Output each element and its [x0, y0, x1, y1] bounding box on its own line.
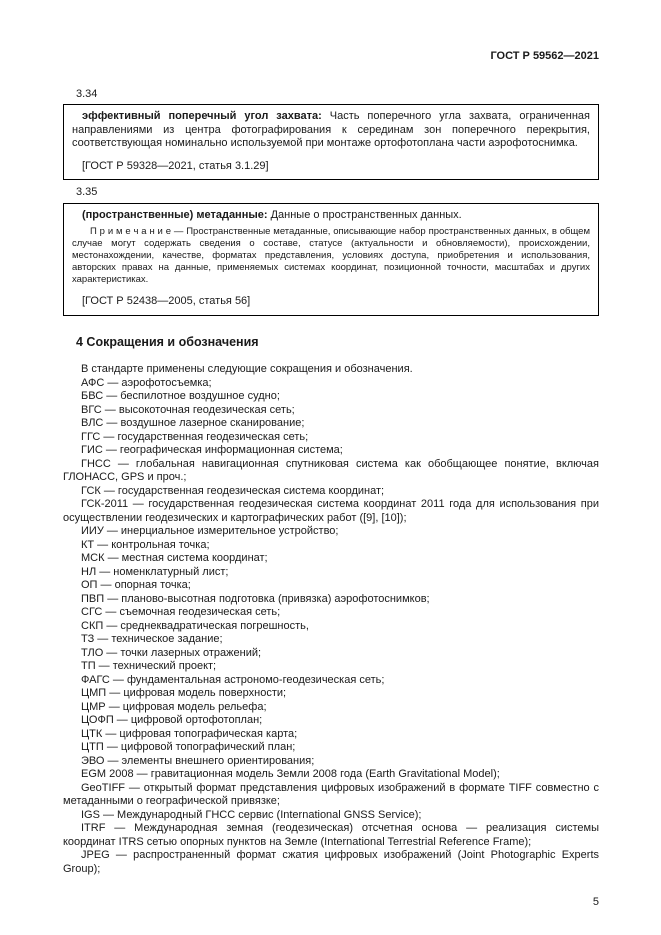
abbreviation-item: JPEG — распространенный формат сжатия цифровых изображений (Joint Photographic Experts Group);: [63, 849, 599, 875]
page-number: 5: [592, 895, 599, 908]
abbreviation-item: ЦМП — цифровая модель поверхности;: [81, 687, 287, 699]
section-4-intro: В стандарте применены следующие сокращения и обозначения.: [81, 363, 413, 375]
note-label-3-35: П р и м е ч а н и е: [90, 226, 171, 237]
abbreviation-item: ЦМР — цифровая модель рельефа;: [81, 700, 267, 713]
abbreviation-item: ЦТК — цифровая топографическая карта;: [81, 727, 298, 740]
abbreviation-item: ITRF — Международная земная (геодезическая) отсчетная основа — реализация системы координат ITRS сетью опорных пунктов на Земле (International Terrestrial Reference Frame);: [63, 822, 599, 848]
abbreviation-item: ОП — опорная точка;: [81, 579, 191, 591]
term-3-35: (пространственные) метаданные:: [82, 208, 268, 221]
abbreviation-item: ГНСС — глобальная навигационная спутниковая система как обобщающее понятие, включая ГЛОНАСС, GPS и проч.;: [63, 457, 599, 483]
definition-box-3-35: [63, 203, 599, 316]
abbreviation-item: ЭВО — элементы внешнего ориентирования;: [81, 754, 315, 767]
abbreviation-item: СКП — среднеквадратическая погрешность,: [81, 619, 309, 632]
abbreviation-item: КТ — контрольная точка;: [81, 538, 210, 551]
abbreviation-item: НЛ — номенклатурный лист;: [81, 565, 229, 578]
abbreviation-item: ЦОФП — цифровой ортофотоплан;: [81, 714, 263, 726]
definition-text-3-34: Часть поперечного угла захвата, ограниченная направлениями из центра фотографирования к серединам зон поперечного перекрытия, соответствующая номинально используемой при монтаже ортофотоплана части аэрофотоснимка.: [72, 110, 590, 149]
definition-text-3-35: Данные о пространственных данных.: [267, 208, 462, 221]
abbreviation-item: ГСК — государственная геодезическая система координат;: [81, 484, 385, 497]
abbreviation-item: СГС — съемочная геодезическая сеть;: [81, 606, 281, 618]
note-text-3-35: — Пространственные метаданные, описывающие набор пространственных данных, в общем случае могут содержать сведения о составе, статусе (актуальности и обновляемости), происхождении, местонахождении, качестве, форматах представления, условиях доступа, приобретения и использования, авторских правах на данные, применяемых системах координат, позиционной точности, масштабах и других характеристиках.: [72, 226, 590, 285]
abbreviation-item: ФАГС — фундаментальная астрономо-геодезическая сеть;: [81, 673, 385, 686]
abbreviation-item: EGM 2008 — гравитационная модель Земли 2008 года (Earth Gravitational Model);: [81, 768, 500, 780]
abbreviation-item: ВЛС — воздушное лазерное сканирование;: [81, 417, 305, 429]
abbreviation-item: ГГС — государственная геодезическая сеть;: [81, 430, 309, 443]
abbreviation-item: IGS — Международный ГНСС сервис (International GNSS Service);: [81, 808, 422, 821]
abbreviation-item: ИИУ — инерциальное измерительное устройство;: [81, 525, 339, 537]
abbreviation-item: ГИС — географическая информационная система;: [81, 444, 343, 456]
definition-3-35: [72, 209, 590, 223]
abbreviation-item: ПВП — планово-высотная подготовка (привязка) аэрофотоснимков;: [81, 592, 430, 605]
term-3-34: эффективный поперечный угол захвата:: [82, 110, 322, 122]
source-3-35: [ГОСТ Р 52438—2005, статья 56]: [82, 295, 251, 307]
clause-number-3-35: 3.35: [76, 186, 98, 198]
abbreviations-list: [63, 377, 599, 877]
abbreviation-item: ТП — технический проект;: [81, 660, 217, 672]
abbreviation-item: АФС — аэрофотосъемка;: [81, 376, 212, 389]
abbreviation-item: ВГС — высокоточная геодезическая сеть;: [81, 403, 295, 416]
source-3-34: [ГОСТ Р 59328—2021, статья 3.1.29]: [82, 159, 269, 172]
abbreviation-item: GeoTIFF — открытый формат представления цифровых изображений в формате TIFF совместно с метаданными о географической привязке;: [63, 781, 599, 807]
abbreviation-item: ЦТП — цифровой топографический план;: [81, 741, 296, 753]
note-3-35: [72, 226, 590, 286]
abbreviation-item: ТЛО — точки лазерных отражений;: [81, 646, 262, 659]
definition-box-3-34: [63, 104, 599, 180]
clause-number-3-34: 3.34: [76, 87, 98, 100]
header-standard-number: ГОСТ Р 59562—2021: [490, 50, 599, 62]
abbreviation-item: ТЗ — техническое задание;: [81, 633, 223, 645]
definition-3-34: [72, 110, 590, 151]
abbreviation-item: МСК — местная система координат;: [81, 552, 268, 564]
abbreviation-item: БВС — беспилотное воздушное судно;: [81, 390, 280, 402]
abbreviation-item: ГСК-2011 — государственная геодезическая система координат 2011 года для использования при осуществлении геодезических и картографических работ ([9], [10]);: [63, 498, 599, 524]
section-4-heading: 4 Сокращения и обозначения: [76, 334, 259, 349]
